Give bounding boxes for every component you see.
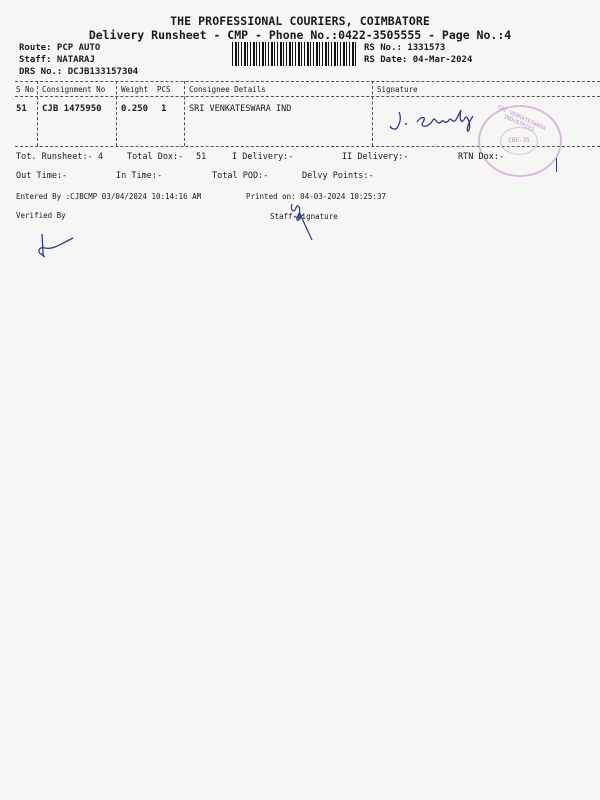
table-header-rule (15, 96, 600, 97)
row-consignment: CJB 1475950 (42, 104, 102, 114)
col-divider (184, 81, 185, 146)
drs-number: DRS No.: DCJB133157304 (19, 67, 139, 77)
out-time: Out Time:- (16, 171, 68, 181)
barcode (232, 42, 358, 66)
col-header-sno: S No (16, 85, 35, 94)
in-time: In Time:- (116, 171, 163, 181)
stamp-ring-text: SRI VENKATESWARA INDUSTRIES (495, 104, 547, 134)
route-label: Route: PCP AUTO (19, 43, 101, 53)
row-pcs: 1 (161, 104, 167, 114)
company-title: THE PROFESSIONAL COURIERS, COIMBATORE (170, 14, 430, 28)
total-dox-label: Total Dox:- (127, 152, 184, 162)
col-header-pcs: PCS (157, 85, 171, 94)
row-weight: 0.250 (121, 104, 149, 114)
verified-by-mark (33, 232, 75, 262)
col-header-signature: Signature (377, 85, 418, 94)
total-pod: Total POD:- (212, 171, 269, 181)
staff-signature-mark (282, 200, 326, 244)
rs-number: RS No.: 1331573 (364, 43, 446, 53)
runsheet-title: Delivery Runsheet - CMP - Phone No.:0422-3505555 - Page No.:4 (88, 28, 512, 42)
rtn-dox: RTN Dox:- (458, 152, 505, 162)
handwritten-signature (385, 102, 485, 136)
ii-delivery: II Delivery:- (342, 152, 409, 162)
col-divider (37, 81, 38, 146)
staff-label: Staff: NATARAJ (19, 55, 95, 65)
tot-runsheet: Tot. Runsheet:- 4 (16, 152, 103, 162)
col-header-weight: Weight (121, 85, 149, 94)
ink-tick (556, 158, 557, 172)
stamp-center-text: CBE-35 (500, 127, 538, 155)
rs-date: RS Date: 04-Mar-2024 (364, 55, 473, 65)
delvy-points: Delvy Points:- (302, 171, 374, 181)
col-divider (372, 81, 373, 146)
col-header-consignee: Consignee Details (189, 85, 266, 94)
verified-by-label: Verified By (16, 211, 66, 220)
row-consignee: SRI VENKATESWARA IND (189, 104, 292, 114)
row-sno: 51 (16, 104, 27, 114)
printed-on: Printed on: 04-03-2024 10:25:37 (246, 192, 386, 201)
table-top-rule (15, 81, 600, 82)
total-dox-value: 51 (196, 152, 207, 162)
staff-signature-label: Staff Signature (270, 212, 338, 221)
col-header-consignment: Consignment No (42, 85, 106, 94)
col-divider (116, 81, 117, 146)
company-stamp (478, 105, 562, 177)
i-delivery: I Delivery:- (232, 152, 294, 162)
entered-by: Entered By :CJBCMP 03/04/2024 10:14:16 AM (16, 192, 202, 201)
